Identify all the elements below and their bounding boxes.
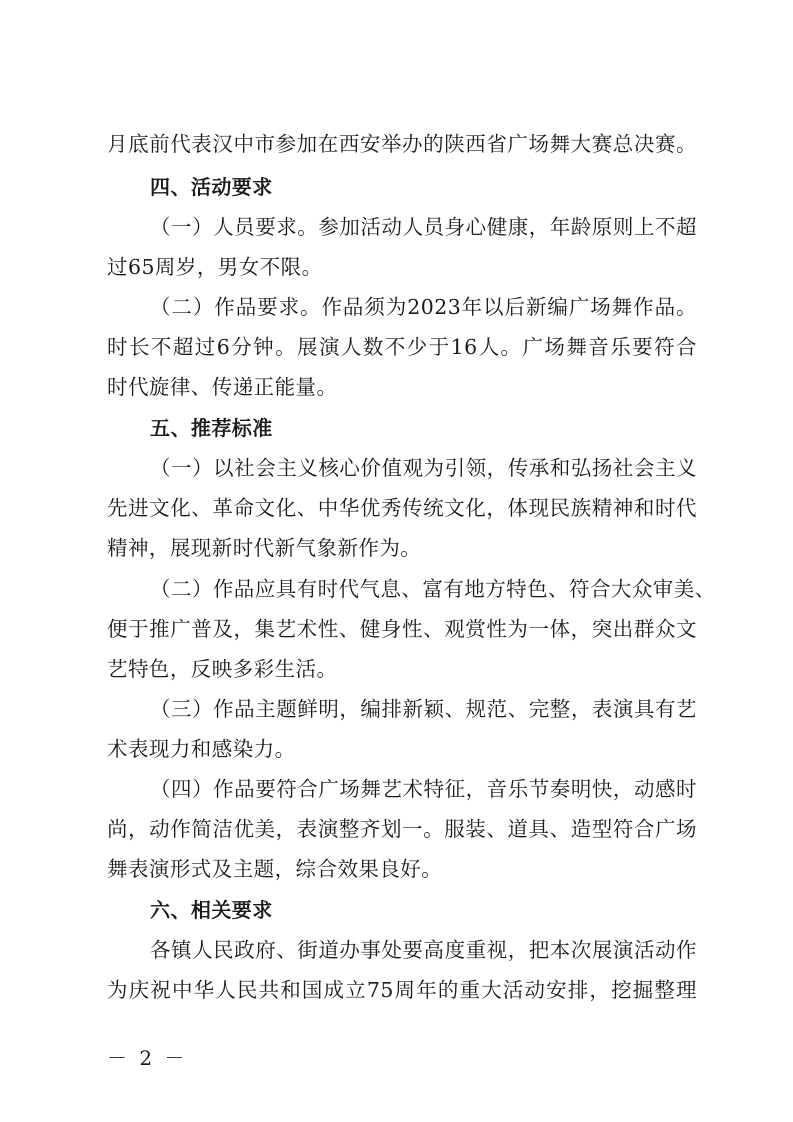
paragraph-line: 为庆祝中华人民共和国成立75周年的重大活动安排，挖掘整理 xyxy=(107,978,697,1002)
page-number: － 2 － xyxy=(107,1046,188,1070)
paragraph-line: （二）作品应具有时代气息、富有地方特色、符合大众审美、 xyxy=(150,577,716,601)
section-heading-related-requirements: 六、相关要求 xyxy=(150,898,273,922)
paragraph-line: 精神，展现新时代新气象新作为。 xyxy=(107,536,422,560)
paragraph-line: （二）作品要求。作品须为2023年以后新编广场舞作品。 xyxy=(150,295,697,319)
paragraph-line: 月底前代表汉中市参加在西安举办的陕西省广场舞大赛总决赛。 xyxy=(107,132,697,156)
paragraph-line: 舞表演形式及主题，综合效果良好。 xyxy=(107,857,443,881)
section-heading-recommendation-standards: 五、推荐标准 xyxy=(150,416,273,440)
paragraph-line: （一）以社会主义核心价值观为引领，传承和弘扬社会主义 xyxy=(150,456,697,480)
paragraph-line: 艺特色，反映多彩生活。 xyxy=(107,657,338,681)
paragraph-line: （三）作品主题鲜明，编排新颖、规范、完整，表演具有艺 xyxy=(150,697,697,721)
paragraph-line: 术表现力和感染力。 xyxy=(107,737,296,761)
paragraph-line: 各镇人民政府、街道办事处要高度重视，把本次展演活动作 xyxy=(150,938,697,962)
paragraph-line: 时长不超过6分钟。展演人数不少于16人。广场舞音乐要符合 xyxy=(107,335,697,359)
paragraph-line: 先进文化、革命文化、中华优秀传统文化，体现民族精神和时代 xyxy=(107,496,697,520)
paragraph-line: 时代旋律、传递正能量。 xyxy=(107,375,338,399)
paragraph-line: 过65周岁，男女不限。 xyxy=(107,255,323,279)
paragraph-line: 便于推广普及，集艺术性、健身性、观赏性为一体，突出群众文 xyxy=(107,617,697,641)
paragraph-line: （四）作品要符合广场舞艺术特征，音乐节奏明快，动感时 xyxy=(150,777,697,801)
paragraph-line: 尚，动作简洁优美，表演整齐划一。服装、道具、造型符合广场 xyxy=(107,817,697,841)
paragraph-line: （一）人员要求。参加活动人员身心健康，年龄原则上不超 xyxy=(150,215,697,239)
section-heading-activity-requirements: 四、活动要求 xyxy=(150,175,273,199)
